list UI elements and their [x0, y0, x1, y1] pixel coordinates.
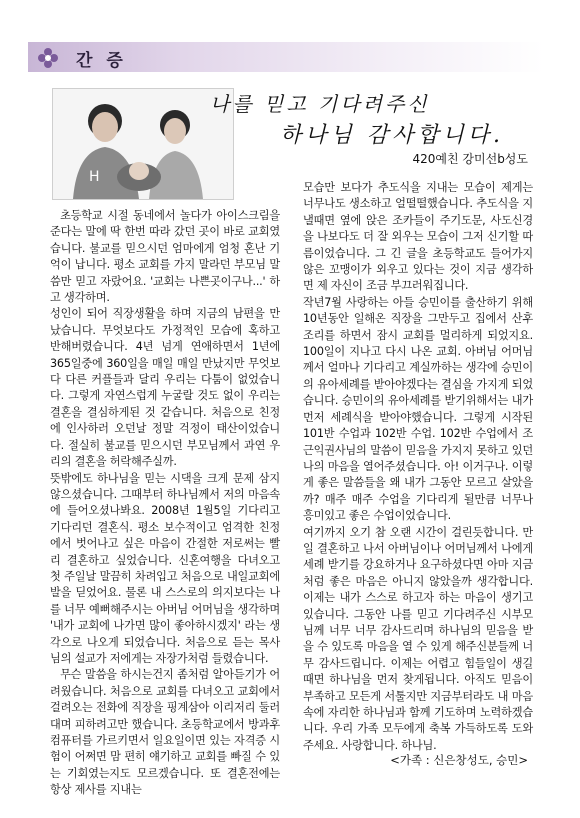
article-column-right: [303, 180, 533, 754]
section-label: 간 증: [76, 51, 127, 71]
svg-text:H: H: [89, 169, 100, 185]
paragraph: 초등학교 시절 동네에서 놀다가 아이스크림을 준다는 말에 딱 한번 따라 갔던 곳이 바로 교회였습니다. 불교를 믿으시던 엄마에게 엄청 혼난 기억이 납니다. 평소 교회를 가지 말라던 부모님 말씀만 믿고 자랐어요. '교회는 나쁜곳이구나...' 하고 생각하며.: [50, 209, 280, 305]
author-byline: 420예친 강미선b성도: [412, 152, 528, 166]
paragraph: 여기까지 오기 참 오랜 시간이 걸린듯합니다. 만일 결혼하고 나서 아버님이나 어머님께서 나에게 세례 받기를 강요하거나 요구하셨다면 아마 지금처럼 좋은 마음은 아니지 않았을까 생각합니다. 이제는 내가 스스로 하고자 하는 마음이 생기고 있습니다. 그동안 나를 믿고 기다려주신 시부모님께 너무 너무 감사드리며 하나님의 믿음을 받을 수 있도록 마음을 열 수 있게 해주신분들께 너무 감사드립니다. 이제는 어렵고 힘들일이 생길때면 하나님을 먼저 찾게됩니다. 아직도 믿음이 부족하고 모든게 서툴지만 지금부터라도 내 마음속에 자리한 하나님과 함께 기도하며 노력하겠습니다. 우리 가족 모두에게 축복 가득하도록 도와주세요. 사랑합니다. 하나님.: [303, 525, 533, 752]
article-column-left: [50, 208, 280, 799]
paragraph: 작년7월 사랑하는 아들 승민이를 출산하기 위해 10년동안 일해온 직장을 그만두고 집에서 산후조리를 하면서 잠시 교회를 멀리하게 되었지요. 100일이 지나고 다시 나온 교회. 아버님 어머님께서 얼마나 기다리고 계실까하는 생각에 승민이의 유아세례를 받아야겠다는 결심을 가지게 되었습니다. 승민이의 유아세례를 받기위해서는 내가 먼저 세례식을 받아야했습니다. 그렇게 시작된 101반 수업과 102반 수업. 102반 수업에서 조근익권사님의 말씀이 믿음을 가지지 못하고 있던 나의 마음을 열어주셨습니다. 아! 이거구나. 이렇게 좋은 말씀들을 왜 내가 그동안 모르고 살았을까? 매주 매주 수업을 기다리게 될만큼 너무나 흥미있고 좋은 수업이었습니다.: [303, 295, 533, 523]
paragraph: 성인이 되어 직장생활을 하며 지금의 남편을 만났습니다. 무엇보다도 가정적인 모습에 혹하고 반해버렸습니다. 4년 넘게 연애하면서 1년에 365일중에 360일을 매일 매일 만났지만 무엇보다 다른 커플들과 달리 우리는 다툼이 없었습니다. 그렇게 자연스럽게 누굴랄 것도 없이 우리는 결혼을 결심하게된 것 같습니다. 처음으로 친정에 인사하러 오던날 정말 걱정이 태산이었습니다. 절실히 불교를 믿으시던 부모님께서 과연 우리의 결혼을 허락해주실까.: [50, 307, 280, 469]
flower-icon: [36, 46, 60, 70]
title-line-1: 나를 믿고 기다려주신: [210, 92, 430, 116]
family-photo: [52, 88, 234, 200]
title-line-2: 하나님 감사합니다.: [280, 123, 505, 148]
paragraph: 뜻밖에도 하나님을 믿는 시댁을 크게 문제 삼지 않으셨습니다. 그때부터 하나님께서 저의 마음속에 들어오셨나봐요. 2008년 1월5일 기다리고 기다리던 결혼식. 평소 보수적이고 엄격한 친정에서 벗어나고 싶은 마음이 간절한 저로써는 빨리 결혼하고 싶었습니다. 신혼여행을 다녀오고 첫 주일날 말끔히 차려입고 처음으로 내일교회에 발을 딛었어요. 물론 내 스스로의 의지보다는 나를 너무 예뻐해주시는 아버님 어머님을 생각하며 '내가 교회에 나가면 많이 좋아하시겠지' 라는 생각으로 나오게 되었습니다. 처음으로 듣는 목사님의 설교가 저에게는 자장가처럼 들렸습니다.: [50, 471, 280, 665]
paragraph: 무슨 말씀을 하시는건지 좀처럼 알아듣기가 어려웠습니다. 처음으로 교회를 다녀오고 교회에서 걸려오는 전화에 직장을 핑계삼아 이리저리 둘러대며 피하려고만 했습니다. 초등학교에서 방과후 컴퓨터를 가르키면서 일요일이면 있는 자격증 시험이 어쩌면 맘 편히 얘기하고 교회를 빠질 수 있는 기회였는지도 모르겠습니다. 또 결혼전에는 항상 제사를 지내는: [50, 668, 280, 797]
photo-caption: <가족 : 신은창성도, 승민>: [390, 753, 528, 767]
paragraph: 모습만 보다가 추도식을 지내는 모습이 제게는 너무나도 생소하고 얼떨떨했습니다. 추도식을 지낼때면 옆에 앉은 조카들이 주기도문, 사도신경을 나보다도 더 잘 외우는 모습이 그저 신기할 따름이었습니다. 그 긴 글을 초등학교도 들어가지 않은 꼬맹이가 외우고 있다는 것이 지금 생각하면 제 자신이 조금 부끄러워집니다.: [303, 181, 533, 293]
